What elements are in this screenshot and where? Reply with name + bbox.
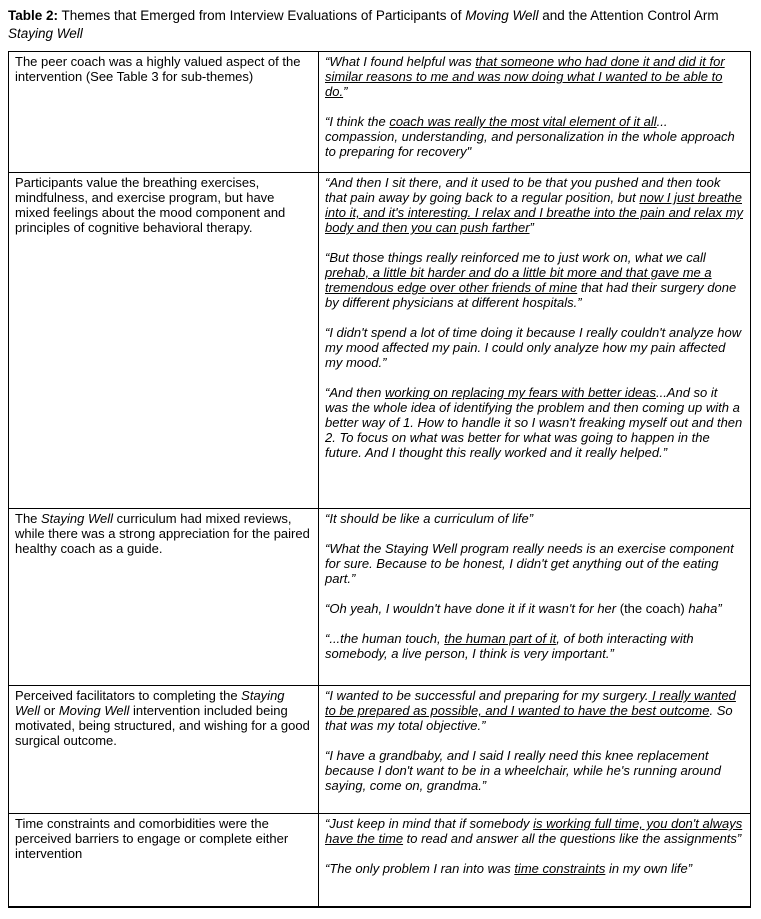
text-segment: haha” xyxy=(684,601,722,616)
text-segment: ” xyxy=(343,84,348,99)
participant-quote xyxy=(325,601,744,616)
text-segment: Staying Well xyxy=(15,688,285,718)
text-segment: “The only problem I ran into was xyxy=(325,861,515,876)
quotes-cell xyxy=(319,52,751,173)
text-segment: “But those things really reinforced me to just work on, what we call xyxy=(325,250,706,265)
quotes-cell xyxy=(319,173,751,509)
text-segment: Time constraints and comorbidities were the perceived barriers to engage or complete either intervention xyxy=(15,816,289,861)
text-segment: “...the human touch, xyxy=(325,631,445,646)
theme-cell xyxy=(9,52,319,173)
participant-quote xyxy=(325,114,744,159)
text-segment: “And then xyxy=(325,385,385,400)
text-segment: “What I found helpful was xyxy=(325,54,476,69)
text-segment: Participants value the breathing exercises, mindfulness, and exercise program, but have mixed feelings about the mood component and principles of cognitive behavioral therapy. xyxy=(15,175,286,235)
text-segment: curriculum had mixed reviews, while there was a strong appreciation for the paired healthy coach as a guide. xyxy=(15,511,310,556)
text-segment: The peer coach was a highly valued aspect of the intervention (See Table 3 for sub-themes) xyxy=(15,54,301,84)
theme-cell xyxy=(9,173,319,509)
participant-quote xyxy=(325,250,744,310)
quotes-cell xyxy=(319,509,751,686)
text-segment: prehab, a little bit harder and do a little bit more and that gave me a tremendous edge over other friends of mine xyxy=(325,265,712,295)
text-segment: or xyxy=(40,703,59,718)
quotes-cell xyxy=(319,814,751,907)
participant-quote xyxy=(325,541,744,586)
participant-quote xyxy=(325,816,744,846)
text-segment: now I just breathe into it, and it's interesting. I relax and I breathe into the pain and relax my body and then you can push farther xyxy=(325,190,743,235)
text-segment: Staying Well xyxy=(8,26,83,41)
themes-table-body xyxy=(9,52,751,907)
text-segment: to read and answer all the questions like the assignments” xyxy=(403,831,742,846)
table-row xyxy=(9,509,751,686)
text-segment: Moving Well xyxy=(465,8,539,23)
text-segment: “I have a grandbaby, and I said I really need this knee replacement because I don't want to be in a wheelchair, while he's running around saying, come on, grandma.” xyxy=(325,748,721,793)
participant-quote xyxy=(325,748,744,793)
text-segment: intervention included being motivated, being structured, and wishing for a good surgical outcome. xyxy=(15,703,310,748)
table-row xyxy=(9,686,751,814)
text-segment: “Just keep in mind that if somebody xyxy=(325,816,534,831)
text-segment: , of both interacting with somebody, a live person, I think is very important.” xyxy=(325,631,694,661)
text-segment: that someone who had done it and did it for similar reasons to me and was now doing what I wanted to be able to do. xyxy=(325,54,725,99)
text-segment: “It should be like a curriculum of life” xyxy=(325,511,534,526)
text-segment: ...And so it was the whole idea of identifying the problem and then coming up with a better way of 1. How to handle it so I wasn't freaking myself out and then 2. To focus on what was better for what was going to happen in the future. And I thought this really worked and it really helped.” xyxy=(325,385,743,460)
text-segment: is working full time, you don't always have the time xyxy=(325,816,743,846)
text-segment: Staying Well xyxy=(41,511,114,526)
text-segment: coach was really the most vital element of it all xyxy=(389,114,657,129)
text-segment: working on replacing my fears with better ideas xyxy=(385,385,656,400)
text-segment: “I think the xyxy=(325,114,390,129)
text-segment: “What the Staying Well program really needs is an exercise component for sure. Because to be honest, I didn't get anything out of the eating part.” xyxy=(325,541,734,586)
themes-table xyxy=(8,51,751,908)
quotes-cell xyxy=(319,686,751,814)
text-segment: Table 2: xyxy=(8,8,59,23)
theme-cell xyxy=(9,814,319,907)
text-segment: . So that was my total objective.” xyxy=(325,703,733,733)
text-segment: Perceived facilitators to completing the xyxy=(15,688,242,703)
table-row xyxy=(9,173,751,509)
text-segment: the human part of it xyxy=(444,631,557,646)
text-segment: ” xyxy=(529,220,534,235)
text-segment: “I wanted to be successful and preparing for my surgery. xyxy=(325,688,649,703)
text-segment: “I didn't spend a lot of time doing it because I really couldn't analyze how my mood affected my pain. I could only analyze how my pain affected my mood.” xyxy=(325,325,742,370)
participant-quote xyxy=(325,54,744,99)
participant-quote xyxy=(325,385,744,460)
text-segment: in my own life” xyxy=(605,861,693,876)
participant-quote xyxy=(325,325,744,370)
text-segment: Moving Well xyxy=(58,703,130,718)
theme-cell xyxy=(9,686,319,814)
text-segment: that had their surgery done by different physicians at different hospitals.” xyxy=(325,280,737,310)
text-segment: The xyxy=(15,511,42,526)
text-segment: “And then I sit there, and it used to be that you pushed and then took that pain away by going back to a regular position, but xyxy=(325,175,721,205)
table-row xyxy=(9,52,751,173)
participant-quote xyxy=(325,175,744,235)
text-segment: “Oh yeah, I wouldn't have done it if it wasn't for her xyxy=(325,601,620,616)
participant-quote xyxy=(325,511,744,526)
participant-quote xyxy=(325,631,744,661)
table-caption xyxy=(8,7,751,43)
text-segment: time constraints xyxy=(514,861,606,876)
participant-quote xyxy=(325,861,744,876)
theme-cell xyxy=(9,509,319,686)
text-segment: Themes that Emerged from Interview Evaluations of Participants of xyxy=(58,8,466,23)
text-segment: ... compassion, understanding, and personalization in the whole approach to preparing for recovery" xyxy=(325,114,735,159)
participant-quote xyxy=(325,688,744,733)
text-segment: I really wanted to be prepared as possible, and I wanted to have the best outcome xyxy=(325,688,736,718)
text-segment: (the coach) xyxy=(619,601,685,616)
text-segment: and the Attention Control Arm xyxy=(538,8,719,23)
table-row xyxy=(9,814,751,907)
